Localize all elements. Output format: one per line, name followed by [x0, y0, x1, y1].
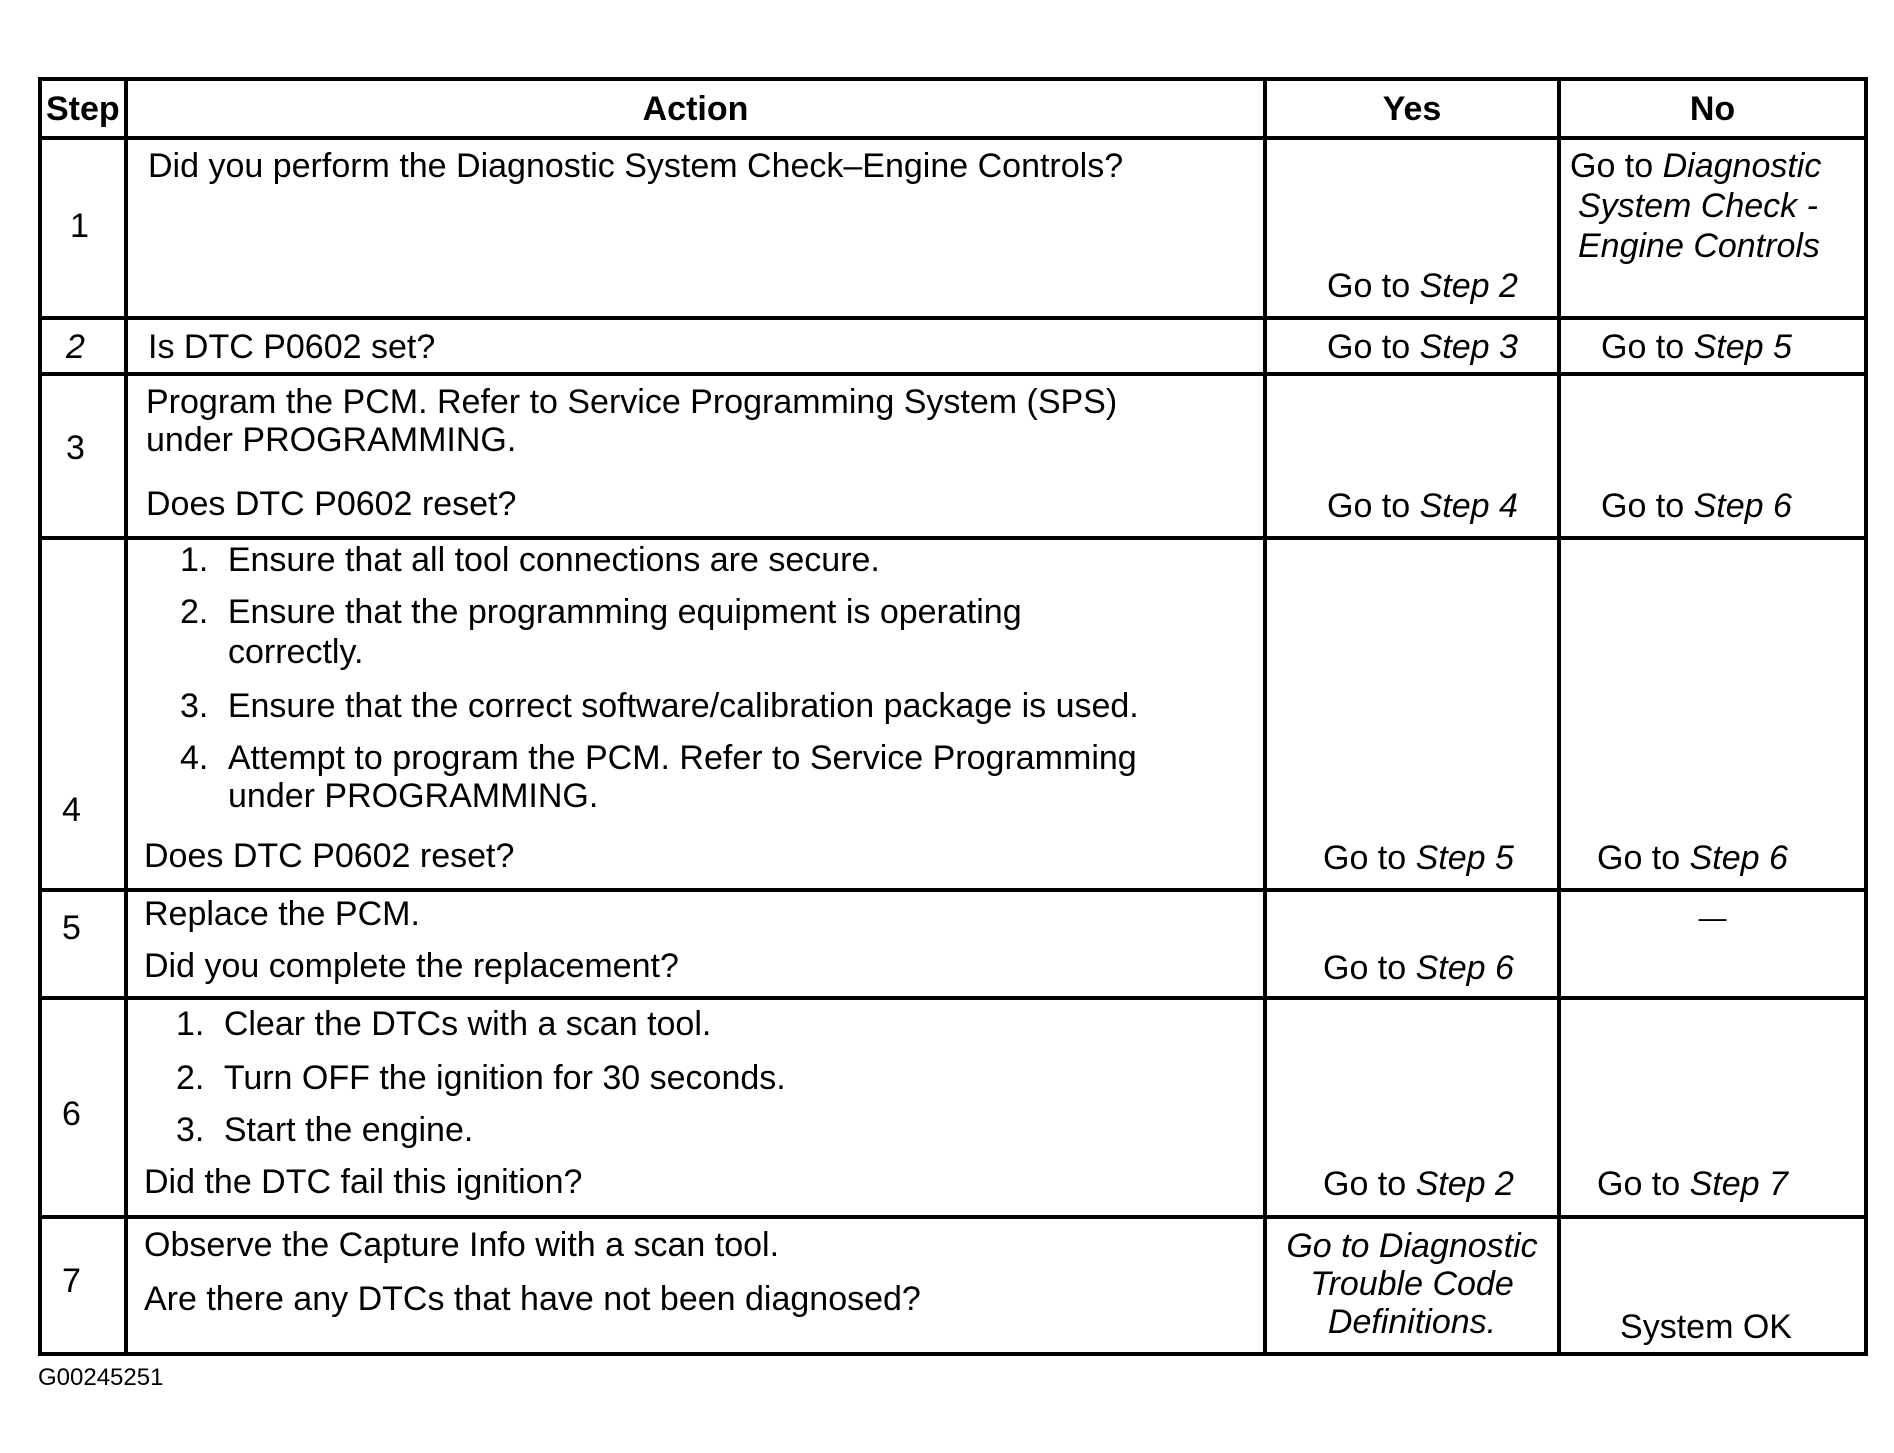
list-item — [180, 540, 880, 580]
yes-link[interactable] — [1323, 838, 1514, 878]
list-number: 1. — [180, 541, 209, 579]
yes-link[interactable] — [1327, 266, 1518, 306]
no-link[interactable] — [1597, 1164, 1788, 1204]
action-text: Is DTC P0602 set? — [148, 328, 436, 366]
diagnostic-table — [38, 77, 1868, 1356]
no-link-line3-text: Engine Controls — [1578, 227, 1820, 265]
no-dash: — — [1698, 902, 1727, 933]
step-number: 4 — [62, 791, 81, 829]
yes-prefix: Go to — [1327, 328, 1420, 366]
list-number: 2. — [180, 593, 209, 631]
no-step: Step 7 — [1689, 1165, 1788, 1203]
header-action: Action — [642, 90, 749, 128]
list-number: 1. — [176, 1005, 205, 1043]
no-link-line2-text: System Check - — [1578, 187, 1818, 225]
column-divider — [1263, 81, 1267, 1352]
no-link[interactable] — [1601, 486, 1792, 526]
step-number: 1 — [70, 207, 89, 245]
yes-prefix: Go to — [1323, 1165, 1416, 1203]
yes-step: Step 6 — [1415, 949, 1514, 987]
step-number: 3 — [66, 429, 85, 467]
no-prefix: Go to — [1601, 487, 1694, 525]
header-step: Step — [46, 90, 120, 128]
no-text: System OK — [1620, 1308, 1792, 1346]
yes-link[interactable] — [1327, 327, 1518, 367]
action-line1: Replace the PCM. — [144, 895, 420, 933]
table-row-6 — [42, 1000, 1864, 1219]
step-number: 5 — [62, 909, 81, 947]
table-row-4 — [42, 540, 1864, 892]
no-link[interactable] — [1570, 146, 1821, 186]
header-row — [42, 81, 1864, 140]
action-line2: under PROGRAMMING. — [146, 421, 517, 459]
yes-prefix: Go to — [1327, 267, 1420, 305]
no-link-line1: Diagnostic — [1662, 147, 1822, 185]
yes-link-line1: Go to Diagnostic — [1286, 1227, 1538, 1265]
no-prefix: Go to — [1597, 1165, 1690, 1203]
action-question: Did you complete the replacement? — [144, 947, 679, 985]
no-prefix: Go to — [1570, 147, 1663, 185]
yes-prefix: Go to — [1327, 487, 1420, 525]
yes-step: Step 2 — [1419, 267, 1518, 305]
list-text-cont: under PROGRAMMING. — [228, 777, 599, 815]
no-link-line2[interactable] — [1578, 186, 1818, 226]
list-text-cont: correctly. — [228, 633, 364, 671]
action-line1: Observe the Capture Info with a scan tool. — [144, 1226, 780, 1264]
list-item — [176, 1004, 711, 1044]
list-item — [180, 738, 1137, 778]
no-link[interactable] — [1601, 327, 1792, 367]
list-item — [180, 686, 1139, 726]
table-row-2 — [42, 320, 1864, 376]
list-number: 4. — [180, 739, 209, 777]
list-number: 2. — [176, 1059, 205, 1097]
yes-step: Step 3 — [1419, 328, 1518, 366]
table-row-3 — [42, 376, 1864, 540]
no-link-line3[interactable] — [1578, 226, 1820, 266]
no-prefix: Go to — [1597, 839, 1690, 877]
action-line1: Program the PCM. Refer to Service Programming System (SPS) — [146, 383, 1118, 421]
list-number: 3. — [176, 1111, 205, 1149]
yes-step: Step 5 — [1415, 839, 1514, 877]
no-link[interactable] — [1597, 838, 1788, 878]
step-number — [66, 327, 85, 367]
list-text: Attempt to program the PCM. Refer to Service Programming — [227, 739, 1137, 777]
yes-step: Step 4 — [1419, 487, 1518, 525]
yes-link[interactable] — [1327, 486, 1518, 526]
step-number-text: 2 — [66, 328, 85, 366]
action-question: Does DTC P0602 reset? — [146, 485, 517, 523]
action-question: Did the DTC fail this ignition? — [144, 1163, 583, 1201]
yes-link[interactable] — [1267, 1227, 1557, 1341]
no-prefix: Go to — [1601, 328, 1694, 366]
no-step: Step 5 — [1693, 328, 1792, 366]
step-number: 6 — [62, 1095, 81, 1133]
table-row-7 — [42, 1219, 1864, 1352]
no-step: Step 6 — [1693, 487, 1792, 525]
list-number: 3. — [180, 687, 209, 725]
yes-prefix: Go to — [1323, 949, 1416, 987]
yes-prefix: Go to — [1323, 839, 1416, 877]
list-item — [176, 1110, 473, 1150]
list-text: Ensure that the correct software/calibration package is used. — [227, 687, 1139, 725]
column-divider — [124, 81, 128, 1352]
step-number: 7 — [62, 1262, 81, 1300]
list-text: Start the engine. — [223, 1111, 474, 1149]
action-question: Does DTC P0602 reset? — [144, 837, 515, 875]
list-item — [180, 592, 1022, 632]
table-row-5 — [42, 892, 1864, 1000]
yes-link-line3: Definitions. — [1327, 1303, 1497, 1341]
yes-link-line2: Trouble Code — [1310, 1265, 1514, 1303]
list-text: Ensure that all tool connections are secure. — [227, 541, 880, 579]
header-yes: Yes — [1382, 90, 1442, 128]
yes-step: Step 2 — [1415, 1165, 1514, 1203]
yes-link[interactable] — [1323, 1164, 1514, 1204]
table-row-1 — [42, 140, 1864, 320]
list-text: Ensure that the programming equipment is operating — [227, 593, 1022, 631]
header-no: No — [1689, 90, 1736, 128]
action-question: Are there any DTCs that have not been diagnosed? — [144, 1280, 921, 1318]
list-text: Turn OFF the ignition for 30 seconds. — [223, 1059, 786, 1097]
no-step: Step 6 — [1689, 839, 1788, 877]
column-divider — [1557, 81, 1561, 1352]
list-item — [176, 1058, 786, 1098]
yes-link[interactable] — [1323, 948, 1514, 988]
action-text: Did you perform the Diagnostic System Check–Engine Controls? — [148, 147, 1124, 185]
list-text: Clear the DTCs with a scan tool. — [223, 1005, 712, 1043]
figure-code: G00245251 — [38, 1364, 164, 1391]
